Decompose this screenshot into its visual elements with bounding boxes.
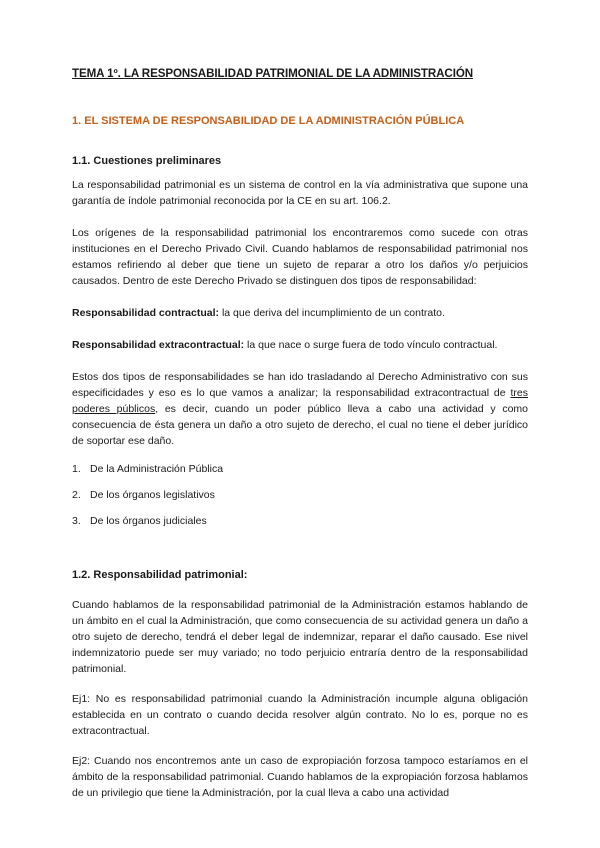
list-item xyxy=(72,513,528,529)
paragraph: Los orígenes de la responsabilidad patrimonial los encontraremos como sucede con otras instituciones en el Derecho Privado Civil. Cuando hablamos de responsabilidad patrimonial nos estamos refiriendo al deber que tiene un sujeto de reparar a otro los daños y/o perjuicios causados. Dentro de este Derecho Privado se distinguen dos tipos de responsabilidad: xyxy=(72,227,528,287)
definition-text: la que deriva del incumplimiento de un contrato. xyxy=(219,307,445,319)
list-text: De los órganos judiciales xyxy=(90,515,207,527)
subsection-heading: 1.1. Cuestiones preliminares xyxy=(72,155,222,167)
document-page xyxy=(72,66,528,801)
definition-contractual xyxy=(72,305,528,321)
example-1: Ej1: No es responsabilidad patrimonial cuando la Administración incumple alguna obligación establecida en un contrato o cuando decida resolver algún contrato. No lo es, porque no es extracontractual. xyxy=(72,693,528,737)
list-item xyxy=(72,487,528,503)
example-2: Ej2: Cuando nos encontremos ante un caso de expropiación forzosa tampoco estaríamos en el ámbito de la responsabilidad patrimonial. Cuando hablamos de la expropiación forzosa hablamos de un privilegio que tiene la Administración, por la cual lleva a cabo una actividad xyxy=(72,755,528,799)
definition-extracontractual xyxy=(72,337,528,353)
paragraph: Cuando hablamos de la responsabilidad patrimonial de la Administración estamos hablando de un ámbito en el cual la Administración, que como consecuencia de su actividad genera un daño a otro sujeto de derecho, tendrá el deber legal de indemnizar, reparar el daño causado. Ese nivel indemnizatorio puede ser muy variado; no todo perjuicio entraría dentro de la responsabilidad patrimonial. xyxy=(72,599,528,675)
document-title: TEMA 1º. LA RESPONSABILIDAD PATRIMONIAL DE LA ADMINISTRACIÓN xyxy=(72,67,474,80)
list-text: De la Administración Pública xyxy=(90,463,224,475)
paragraph-text: Estos dos tipos de responsabilidades se han ido trasladando al Derecho Administrativo con sus especificidades y eso es lo que vamos a analizar; la responsabilidad extracontractual de xyxy=(72,371,528,399)
list-number: 2. xyxy=(72,489,81,501)
definition-term: Responsabilidad extracontractual: xyxy=(72,339,245,351)
section-heading: 1. EL SISTEMA DE RESPONSABILIDAD DE LA ADMINISTRACIÓN PÚBLICA xyxy=(72,115,465,127)
paragraph: La responsabilidad patrimonial es un sistema de control en la vía administrativa que supone una garantía de índole patrimonial reconocida por la CE en su art. 106.2. xyxy=(72,179,528,207)
paragraph xyxy=(72,369,528,449)
list-number: 1. xyxy=(72,463,81,475)
paragraph-text: , es decir, cuando un poder público lleva a cabo una actividad y como consecuencia de ésta genera un daño a otro sujeto de derecho, el cual no tiene el deber jurídico de soportar ese daño. xyxy=(72,403,529,447)
definition-text: la que nace o surge fuera de todo vínculo contractual. xyxy=(244,339,498,351)
list-number: 3. xyxy=(72,515,81,527)
list-text: De los órganos legislativos xyxy=(90,489,215,501)
underlined-phrase: tres poderes públicos xyxy=(72,387,528,415)
list-item xyxy=(72,461,528,477)
numbered-list xyxy=(72,461,528,529)
definition-term: Responsabilidad contractual: xyxy=(72,307,220,319)
subsection-heading: 1.2. Responsabilidad patrimonial: xyxy=(72,569,248,581)
